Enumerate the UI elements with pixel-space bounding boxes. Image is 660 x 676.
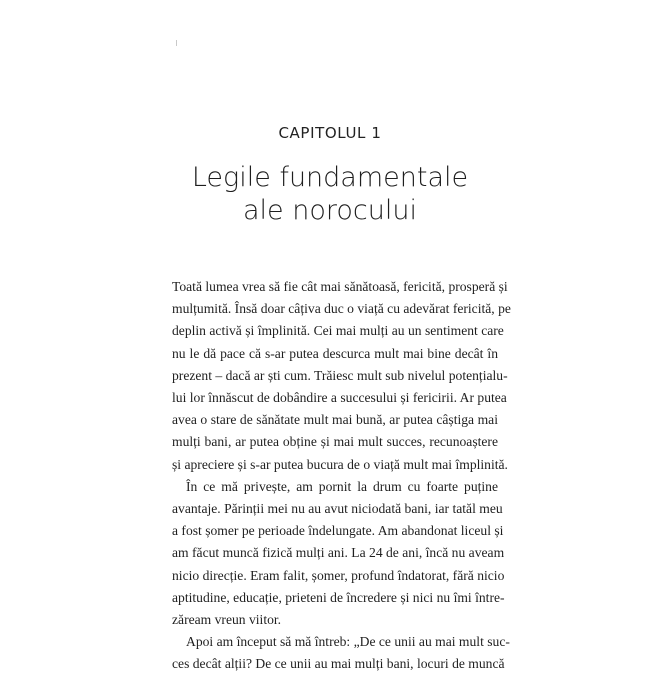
body-text-line: am făcut muncă fizică mulți ani. La 24 de ani, încă nu aveam (172, 545, 505, 561)
body-text-line: mulțumită. Însă doar câțiva duc o viață cu adevărat fericită, pe (172, 301, 511, 317)
body-text-line: În ce mă privește, am pornit la drum cu foarte puține (186, 478, 498, 494)
chapter-label: CAPITOLUL 1 (278, 124, 382, 142)
body-text-line: ces decât alții? De ce unii au mai mulți bani, locuri de muncă (172, 656, 505, 672)
body-text-line: avantaje. Părinții mei nu au avut niciodată bani, iar tatăl meu (172, 501, 503, 517)
body-text-line: prezent – dacă ar ști cum. Trăiesc mult sub nivelul potențialu- (172, 367, 508, 383)
body-text-line: mulți bani, ar putea obține și mai mult succes, recunoaștere (172, 434, 498, 450)
body-text-line: Toată lumea vrea să fie cât mai sănătoasă, fericită, prosperă și (172, 279, 508, 294)
body-text-line: deplin activă și împlinită. Cei mai mulți au un sentiment care (172, 323, 504, 339)
body-text-line: Apoi am început să mă întreb: „De ce unii au mai mult suc- (186, 634, 510, 650)
page-mark (176, 40, 177, 46)
body-text-line: lui lor înnăscut de dobândire a succesului și fericirii. Ar putea (172, 390, 507, 406)
body-text-line: zăream vreun viitor. (172, 612, 282, 628)
chapter-title (0, 161, 660, 227)
chapter-title-line: ale norocului (243, 195, 417, 226)
body-text (172, 276, 511, 676)
body-text-line: și apreciere și s-ar putea bucura de o viață mult mai împlinită. (172, 456, 508, 472)
body-text-line: a fost șomer pe perioade îndelungate. Am abandonat liceul și (172, 523, 504, 539)
body-text-line: avea o stare de sănătate mult mai bună, ar putea câștiga mai (172, 412, 498, 428)
body-text-line: nu le dă pace că s-ar putea descurca mult mai bine decât în (172, 345, 498, 361)
body-text-line: aptitudine, educație, prieteni de încredere și nici nu îmi între- (172, 589, 505, 605)
chapter-title-line: Legile fundamentale (191, 162, 469, 193)
body-text-line: nicio direcție. Eram falit, șomer, profund îndatorat, fără nicio (172, 567, 505, 583)
